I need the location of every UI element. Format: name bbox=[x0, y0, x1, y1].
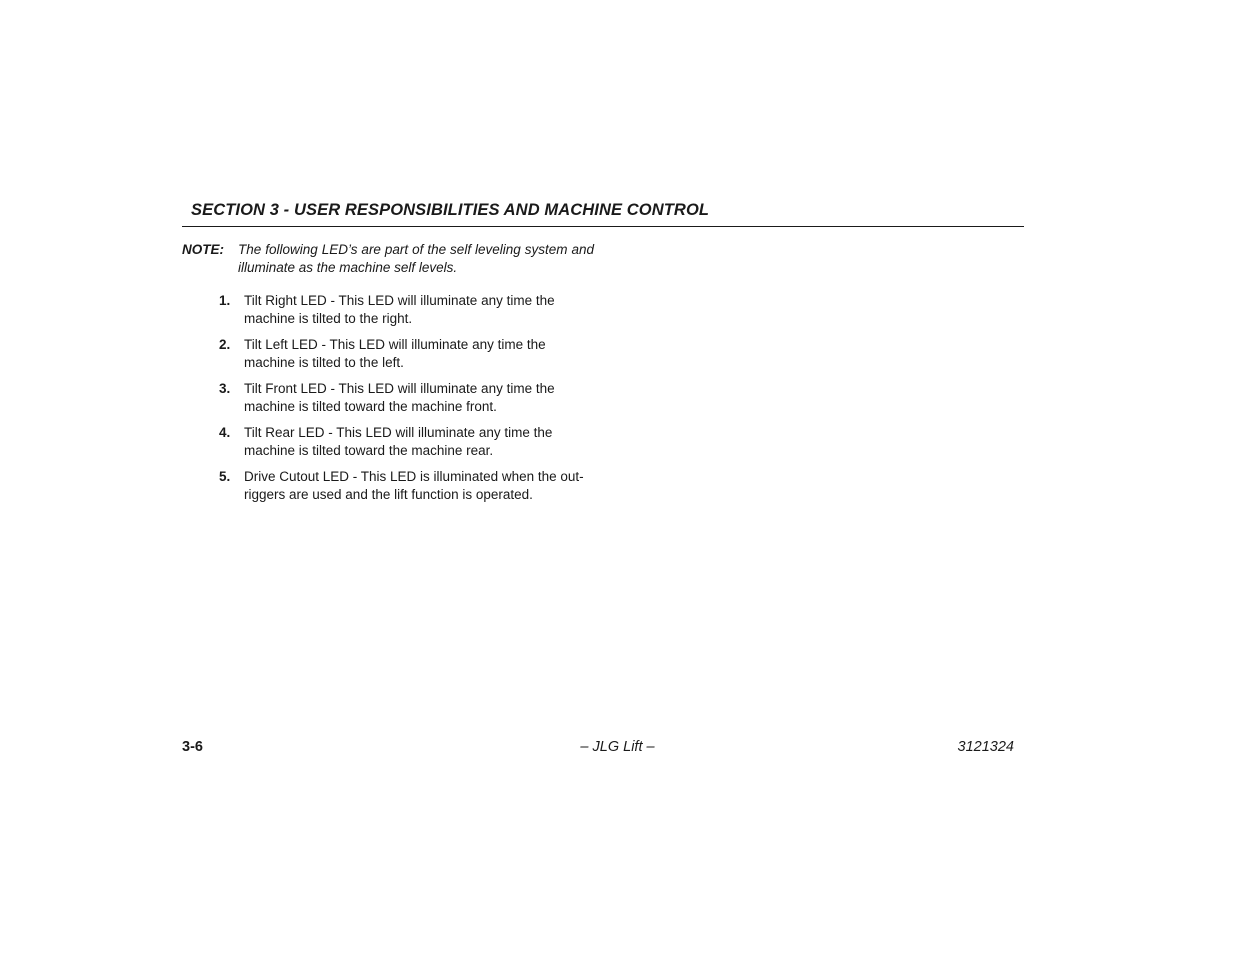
footer-publisher: – JLG Lift – bbox=[580, 739, 655, 755]
list-item-text: Tilt Front LED - This LED will illuminate any time the machine is tilted toward the machine front. bbox=[244, 381, 555, 414]
header-rule bbox=[182, 226, 1024, 227]
list-item bbox=[219, 468, 599, 503]
list-item-text: Tilt Rear LED - This LED will illuminate any time the machine is tilted toward the machine rear. bbox=[244, 425, 553, 458]
note-label: NOTE: bbox=[182, 242, 224, 257]
list-item-text: Tilt Left LED - This LED will illuminate any time the machine is tilted to the left. bbox=[244, 337, 546, 370]
note-text: The following LED’s are part of the self leveling system and illuminate as the machine self levels. bbox=[238, 242, 594, 275]
footer-page-number: 3-6 bbox=[182, 739, 203, 755]
list-item-text: Tilt Right LED - This LED will illuminate any time the machine is tilted to the right. bbox=[244, 293, 555, 326]
section-title: SECTION 3 - USER RESPONSIBILITIES AND MACHINE CONTROL bbox=[191, 201, 710, 219]
list-item bbox=[219, 424, 599, 459]
list-item-number: 4. bbox=[219, 425, 231, 440]
list-item-number: 3. bbox=[219, 381, 231, 396]
list-item-number: 5. bbox=[219, 469, 231, 484]
list-item bbox=[219, 292, 599, 327]
list-item-number: 2. bbox=[219, 337, 231, 352]
list-item-number: 1. bbox=[219, 293, 231, 308]
footer-document-number: 3121324 bbox=[957, 739, 1014, 755]
note-block bbox=[182, 241, 594, 276]
list-item bbox=[219, 336, 599, 371]
list-item bbox=[219, 380, 599, 415]
list-item-text: Drive Cutout LED - This LED is illuminated when the out-riggers are used and the lift function is operated. bbox=[244, 469, 584, 502]
led-list bbox=[219, 292, 599, 512]
